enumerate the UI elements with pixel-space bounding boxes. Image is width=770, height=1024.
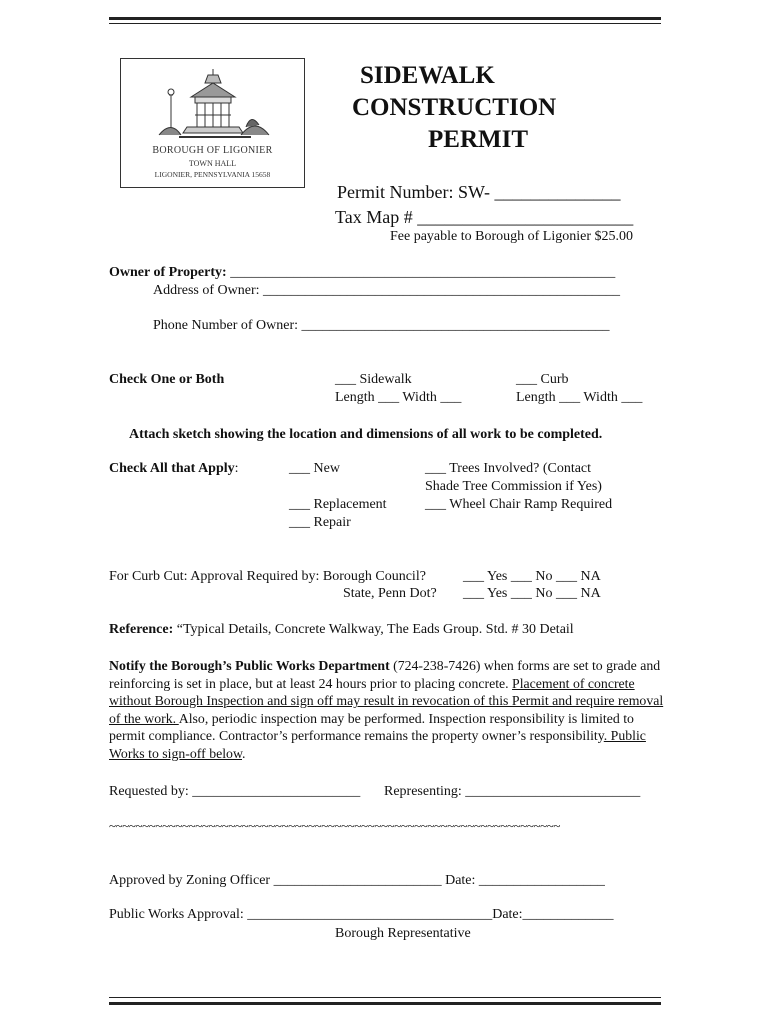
logo-line-2: TOWN HALL: [188, 159, 237, 168]
phone-field[interactable]: Phone Number of Owner: ____________________________________________: [153, 318, 610, 333]
owner-label: Owner of Property:: [109, 265, 227, 280]
curb-cut-penndot-options[interactable]: ___ Yes ___ No ___ NA: [463, 586, 601, 601]
bottom-rule-thick: [109, 1002, 661, 1005]
public-works-approval-field[interactable]: Public Works Approval: ___________________________________Date:_____________: [109, 907, 614, 922]
check-all-row: [109, 461, 239, 477]
borough-representative-label: Borough Representative: [335, 926, 471, 941]
title-line-1: SIDEWALK: [360, 62, 495, 89]
zoning-approval-field[interactable]: Approved by Zoning Officer ________________________ Date: __________________: [109, 873, 605, 888]
check-one-label: Check One or Both: [109, 372, 225, 387]
permit-number-field[interactable]: Permit Number: SW- ______________: [337, 182, 621, 202]
bottom-rule-thin: [109, 997, 661, 998]
curb-cut-penndot-label: State, Penn Dot?: [343, 586, 437, 601]
representing-field[interactable]: Representing: _________________________: [384, 784, 641, 799]
check-all-label: Check All that Apply: [109, 461, 235, 476]
top-rule-thick: [109, 17, 661, 20]
curb-option[interactable]: ___ Curb: [516, 372, 569, 387]
notify-signoff: . Public Works to sign-off below: [109, 728, 646, 761]
title-line-2: CONSTRUCTION: [352, 94, 557, 121]
notify-text-1: (724-238-7426) when forms are set to grade and reinforcing is set in place, but at least 24 hours prior to placing concrete.: [109, 658, 661, 691]
notify-end: .: [242, 745, 246, 761]
reference-text: “Typical Details, Concrete Walkway, The Eads Group. Std. # 30 Detail: [173, 622, 574, 637]
check-all-colon: :: [234, 461, 239, 476]
reference-row: [109, 622, 574, 638]
replacement-option[interactable]: ___ Replacement: [289, 497, 387, 512]
top-rule-thin: [109, 23, 661, 24]
address-field[interactable]: Address of Owner: ___________________________________________________: [153, 283, 621, 298]
curb-cut-council-options[interactable]: ___ Yes ___ No ___ NA: [463, 569, 601, 584]
logo-line-3: LIGONIER, PENNSYLVANIA 15658: [154, 170, 271, 179]
new-option[interactable]: ___ New: [289, 461, 340, 476]
tilde-separator: ~~~~~~~~~~~~~~~~~~~~~~~~~~~~~~~~~~~~~~~~~~~~~~~~~~~~~~~~~~~~~~~~~~~~: [109, 818, 561, 833]
borough-logo: [120, 58, 305, 188]
repair-option[interactable]: ___ Repair: [289, 515, 351, 530]
town-hall-gazebo-icon: [151, 65, 276, 145]
reference-label: Reference:: [109, 622, 174, 637]
title-line-3: PERMIT: [428, 126, 528, 153]
notify-text-2: Also, periodic inspection may be performed. Inspection responsibility is limited to permit compliance. Contractor’s performance remains the property owner’s responsibility: [109, 710, 634, 744]
sidewalk-option[interactable]: ___ Sidewalk: [335, 372, 412, 387]
notify-paragraph: [109, 657, 669, 763]
logo-line-1: BOROUGH OF LIGONIER: [152, 145, 273, 156]
wheelchair-ramp-option[interactable]: ___ Wheel Chair Ramp Required: [425, 497, 613, 512]
notify-warning: Placement of concrete without Borough Inspection and sign off may result in revocation of this Permit and require removal of the work.: [109, 675, 664, 726]
attach-sketch-note: Attach sketch showing the location and dimensions of all work to be completed.: [129, 427, 603, 442]
sidewalk-dimensions[interactable]: Length ___ Width ___: [335, 390, 462, 405]
trees-option-note: Shade Tree Commission if Yes): [425, 479, 602, 494]
notify-bold: Notify the Borough’s Public Works Department: [109, 658, 390, 673]
fee-note: Fee payable to Borough of Ligonier $25.00: [390, 229, 634, 244]
owner-row: [109, 265, 615, 281]
curb-cut-council-label: For Curb Cut: Approval Required by: Borough Council?: [109, 569, 426, 584]
curb-dimensions[interactable]: Length ___ Width ___: [516, 390, 643, 405]
tax-map-field[interactable]: Tax Map # ________________________: [335, 207, 634, 227]
owner-field[interactable]: _______________________________________________________: [226, 265, 616, 280]
trees-option[interactable]: ___ Trees Involved? (Contact: [425, 461, 592, 476]
requested-by-field[interactable]: Requested by: ________________________: [109, 784, 361, 799]
